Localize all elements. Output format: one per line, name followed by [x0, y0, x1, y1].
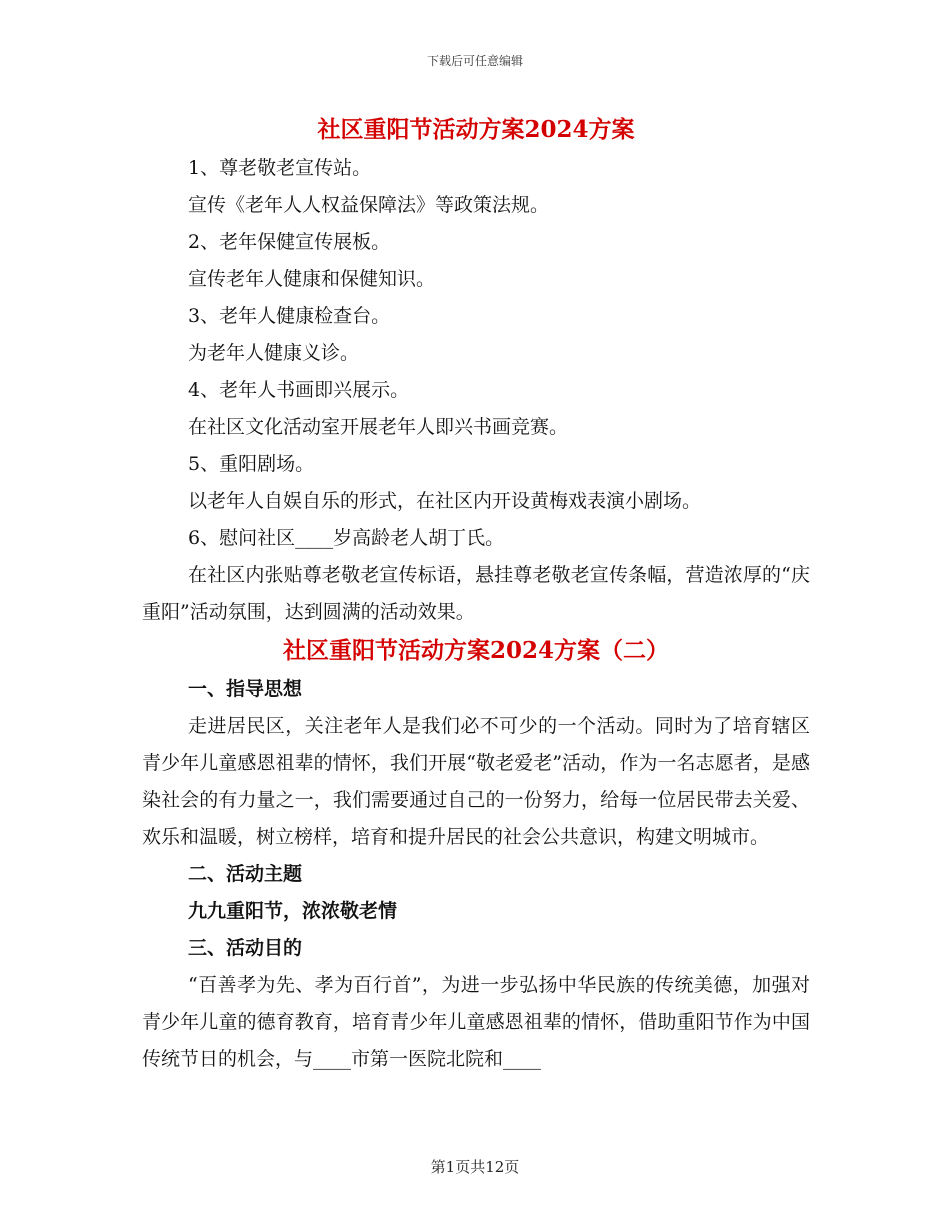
section1-title: 社区重阳节活动方案2024方案 — [317, 116, 635, 143]
list-item: 宣传老年人健康和保健知识。 — [188, 268, 436, 290]
header-note: 下载后可任意编辑 — [426, 54, 523, 68]
list-item: 5、重阳剧场。 — [188, 453, 315, 475]
list-item: 宣传《老年人人权益保障法》等政策法规。 — [188, 194, 550, 216]
paragraph-guiding-ideology: 走进居民区，关注老年人是我们必不可少的一个活动。同时为了培育辖区青少年儿童感恩祖辈的情怀，我们开展“敬老爱老”活动，作为一名志愿者，是感染社会的有力量之一，我们需要通过自己的一份努力，给每一位居民带去关爱、欢乐和温暖，树立榜样，培育和提升居民的社会公共意识，构建文明城市。 — [142, 715, 810, 848]
list-item: 6、慰问社区____岁高龄老人胡丁氏。 — [188, 527, 505, 549]
document-body — [142, 110, 810, 1078]
section1-closing-paragraph: 在社区内张贴尊老敬老宣传标语，悬挂尊老敬老宣传条幅，营造浓厚的“庆重阳”活动氛围，达到圆满的活动效果。 — [142, 564, 810, 623]
heading-guiding-ideology: 一、指导思想 — [188, 678, 303, 700]
section2-title: 社区重阳节活动方案2024方案（二） — [282, 637, 669, 664]
heading-activity-purpose: 三、活动目的 — [188, 937, 303, 959]
paragraph-activity-purpose: “百善孝为先、孝为百行首”，为进一步弘扬中华民族的传统美德，加强对青少年儿童的德育教育，培育青少年儿童感恩祖辈的情怀，借助重阳节作为中国传统节日的机会，与____市第一医院北院和____ — [142, 974, 810, 1070]
list-item: 在社区文化活动室开展老年人即兴书画竞赛。 — [188, 416, 569, 438]
list-item: 2、老年保健宣传展板。 — [188, 231, 391, 253]
list-item: 1、尊老敬老宣传站。 — [188, 157, 372, 179]
list-item: 4、老年人书画即兴展示。 — [188, 379, 410, 401]
activity-theme-text: 九九重阳节，浓浓敬老情 — [188, 900, 398, 922]
list-item: 3、老年人健康检查台。 — [188, 305, 391, 327]
heading-activity-theme: 二、活动主题 — [188, 863, 303, 885]
page-footer: 第1页共12页 — [430, 1158, 520, 1176]
list-item: 为老年人健康义诊。 — [188, 342, 360, 364]
list-item: 以老年人自娱自乐的形式，在社区内开设黄梅戏表演小剧场。 — [188, 490, 702, 512]
